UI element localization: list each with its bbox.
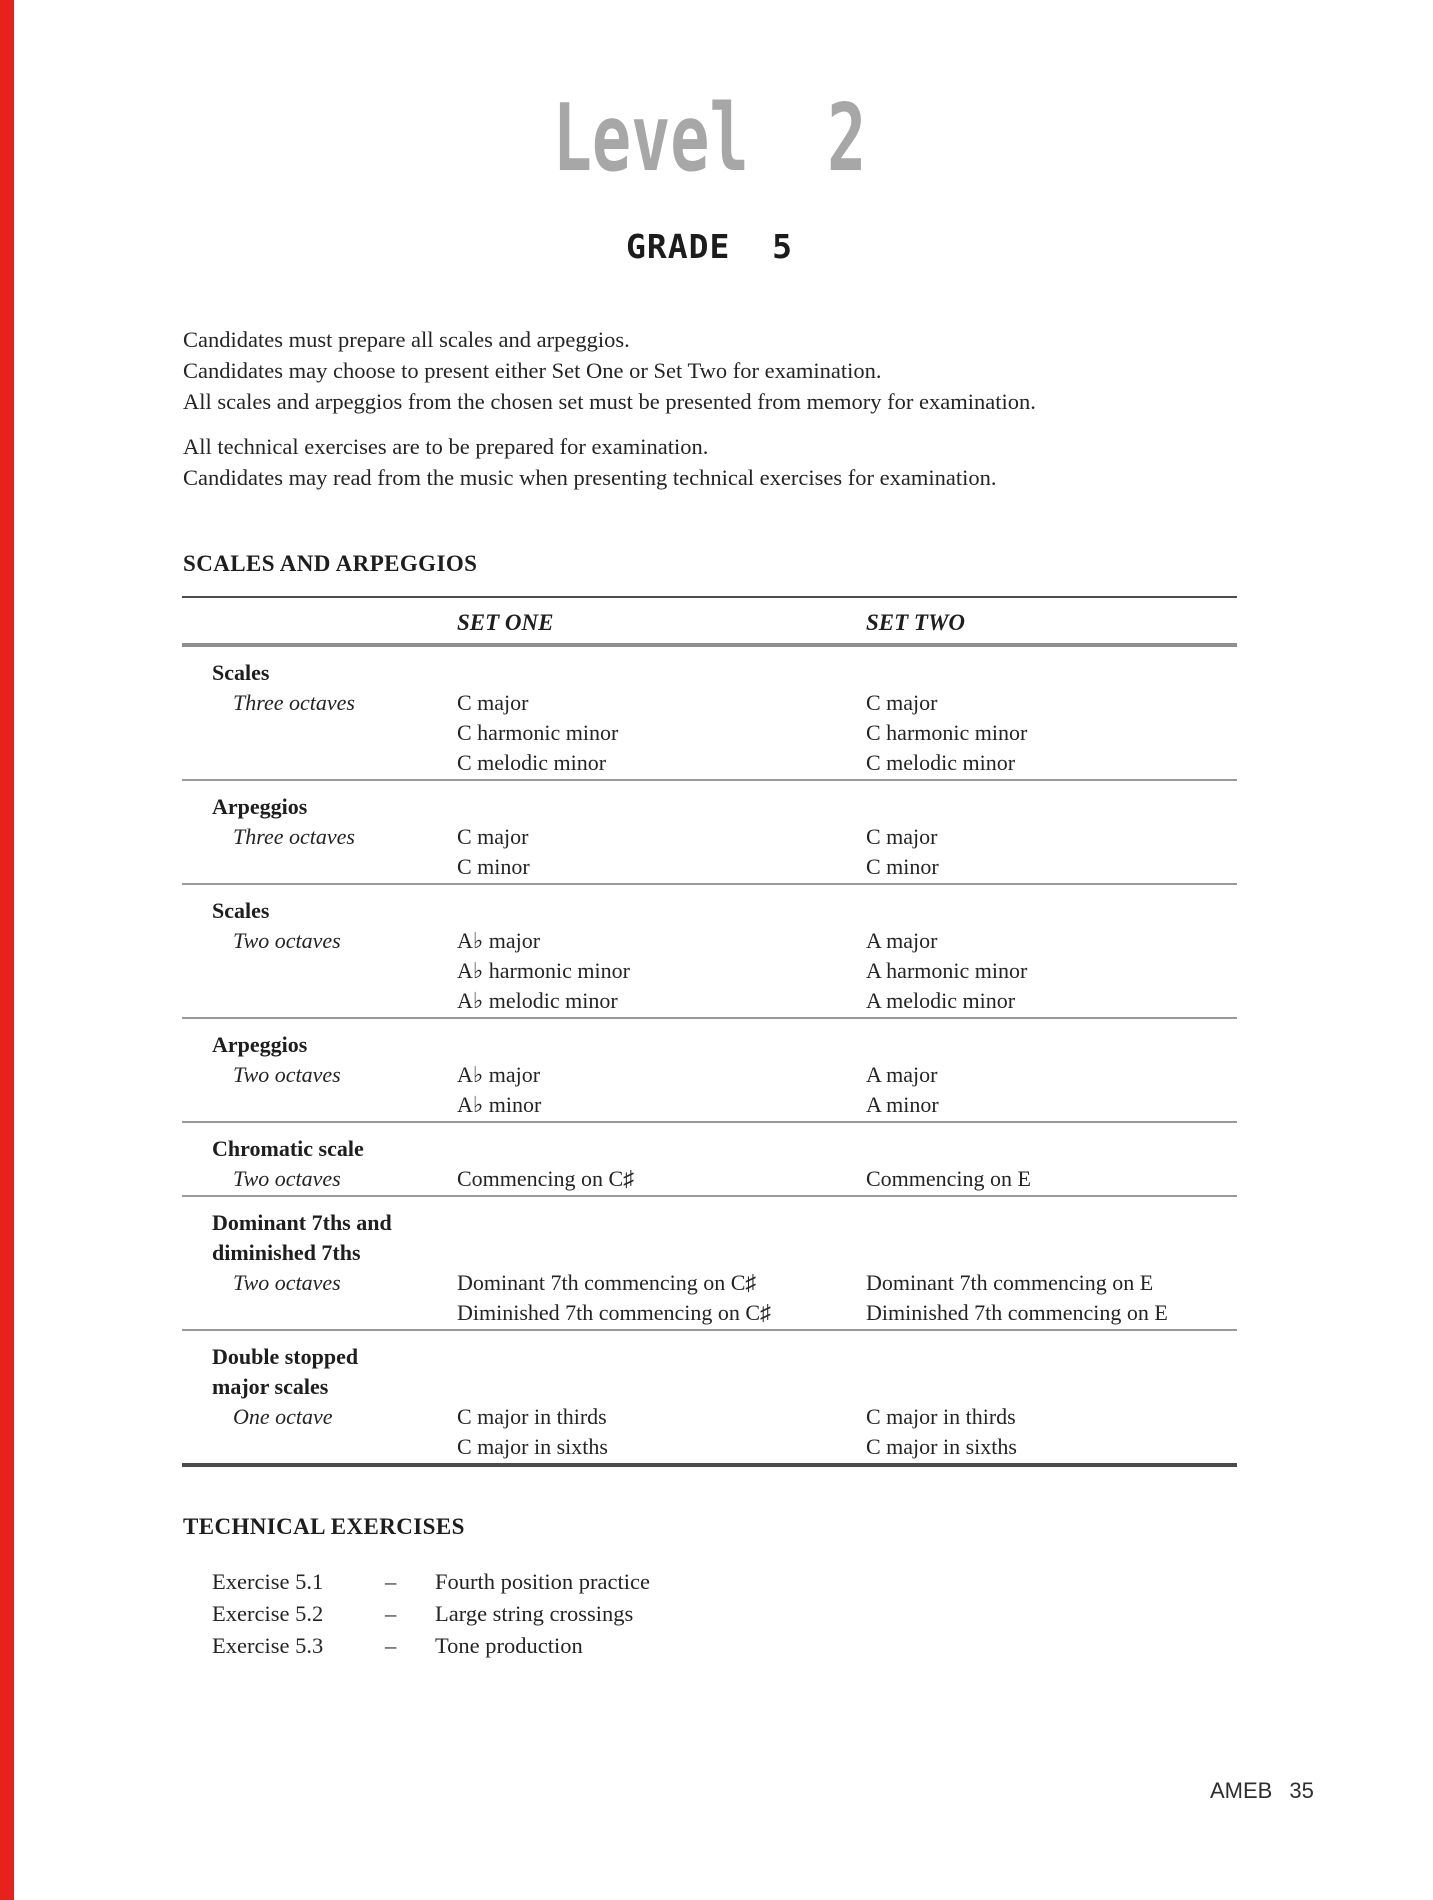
scales-table <box>182 596 1237 1467</box>
paragraph-line: Candidates may choose to present either Set One or Set Two for examination. <box>183 358 882 383</box>
table-group <box>182 781 1237 885</box>
cell-value: C major <box>866 824 938 849</box>
table-group <box>182 885 1237 1019</box>
set-two-cell <box>866 792 1237 882</box>
table-group <box>182 1331 1237 1467</box>
cell-value: C major in sixths <box>457 1434 608 1459</box>
set-one-cell <box>457 1134 866 1194</box>
paragraph-line: Candidates may read from the music when presenting technical exercises for examination. <box>183 465 997 490</box>
page-number: 35 <box>1289 1778 1314 1803</box>
cell-value: A melodic minor <box>866 988 1016 1013</box>
cell-value: Dominant 7th commencing on E <box>866 1270 1154 1295</box>
table-group <box>182 1197 1237 1331</box>
row-sublabel: Two octaves <box>233 1166 341 1191</box>
column-header-set-one: SET ONE <box>457 610 554 635</box>
cell-value: C melodic minor <box>457 750 607 775</box>
exercise-label: Exercise 5.2 <box>212 1601 324 1626</box>
exercise-separator: – <box>385 1601 397 1626</box>
scales-table-body <box>182 647 1237 1467</box>
cell-value: C major in thirds <box>866 1404 1016 1429</box>
cell-value: Diminished 7th commencing on C♯ <box>457 1300 772 1325</box>
row-label-cell <box>182 1134 457 1194</box>
set-one-cell <box>457 1208 866 1328</box>
exercise-label: Exercise 5.3 <box>212 1633 324 1658</box>
publisher-imprint: AMEB <box>1210 1778 1273 1803</box>
set-one-cell <box>457 896 866 1016</box>
cell-value: C melodic minor <box>866 750 1016 775</box>
cell-value: A major <box>866 928 938 953</box>
row-label: Scales <box>212 898 270 923</box>
scales-table-header <box>182 598 1237 647</box>
table-group <box>182 647 1237 781</box>
exercise-separator: – <box>385 1633 397 1658</box>
scales-section-heading: SCALES AND ARPEGGIOS <box>183 551 478 576</box>
set-two-cell <box>866 658 1237 778</box>
cell-value: A minor <box>866 1092 939 1117</box>
row-label: Dominant 7ths and <box>212 1210 392 1235</box>
exercise-row <box>212 1566 650 1598</box>
row-label-cell <box>182 896 457 1016</box>
set-one-cell <box>457 658 866 778</box>
cell-value: C major in thirds <box>457 1404 607 1429</box>
cell-value: C harmonic minor <box>457 720 619 745</box>
row-sublabel: Two octaves <box>233 1270 341 1295</box>
row-label-cell <box>182 1342 457 1462</box>
row-label: Arpeggios <box>212 794 308 819</box>
row-sublabel: Three octaves <box>233 824 355 849</box>
set-two-cell <box>866 1030 1237 1120</box>
cell-value: C major <box>457 690 529 715</box>
cell-value: C minor <box>866 854 939 879</box>
paragraph-line: Candidates must prepare all scales and arpeggios. <box>183 327 630 352</box>
row-sublabel: Two octaves <box>233 1062 341 1087</box>
cell-value: A♭ minor <box>457 1092 542 1117</box>
set-one-cell <box>457 1342 866 1462</box>
cell-value: A♭ harmonic minor <box>457 958 630 983</box>
level-title: Level 2 <box>552 84 867 192</box>
exercise-label: Exercise 5.1 <box>212 1569 324 1594</box>
row-label-cell <box>182 658 457 778</box>
cell-value: A♭ major <box>457 928 541 953</box>
paragraph-line: All technical exercises are to be prepared for examination. <box>183 434 709 459</box>
exercise-separator: – <box>385 1569 397 1594</box>
row-sublabel: One octave <box>233 1404 333 1429</box>
row-label: diminished 7ths <box>212 1240 361 1265</box>
set-two-cell <box>866 896 1237 1016</box>
cell-value: C harmonic minor <box>866 720 1028 745</box>
exercise-row <box>212 1630 650 1662</box>
cell-value: C major <box>457 824 529 849</box>
cell-value: A major <box>866 1062 938 1087</box>
row-sublabel: Three octaves <box>233 690 355 715</box>
row-label: Arpeggios <box>212 1032 308 1057</box>
exercise-description: Fourth position practice <box>435 1569 650 1594</box>
table-group <box>182 1123 1237 1197</box>
row-label: Double stopped <box>212 1344 359 1369</box>
row-sublabel: Two octaves <box>233 928 341 953</box>
set-two-cell <box>866 1134 1237 1194</box>
exercise-list <box>212 1566 650 1662</box>
cell-value: Dominant 7th commencing on C♯ <box>457 1270 757 1295</box>
cell-value: C minor <box>457 854 530 879</box>
intro-paragraph-1 <box>183 324 1036 417</box>
row-label-cell <box>182 792 457 882</box>
row-label-cell <box>182 1208 457 1328</box>
exercise-description: Tone production <box>435 1633 583 1658</box>
cell-value: Diminished 7th commencing on E <box>866 1300 1168 1325</box>
intro-paragraph-2 <box>183 431 996 493</box>
set-two-cell <box>866 1208 1237 1328</box>
cell-value: A harmonic minor <box>866 958 1028 983</box>
exercise-description: Large string crossings <box>435 1601 634 1626</box>
grade-title: GRADE 5 <box>626 227 793 266</box>
cell-value: A♭ major <box>457 1062 541 1087</box>
technical-section-heading: TECHNICAL EXERCISES <box>183 1514 465 1539</box>
cell-value: Commencing on C♯ <box>457 1166 635 1191</box>
column-header-set-two: SET TWO <box>866 610 966 635</box>
cell-value: C major <box>866 690 938 715</box>
table-group <box>182 1019 1237 1123</box>
exercise-row <box>212 1598 650 1630</box>
cell-value: C major in sixths <box>866 1434 1017 1459</box>
page-footer <box>1210 1778 1314 1804</box>
row-label: Chromatic scale <box>212 1136 364 1161</box>
row-label: major scales <box>212 1374 329 1399</box>
cell-value: Commencing on E <box>866 1166 1031 1191</box>
paragraph-line: All scales and arpeggios from the chosen set must be presented from memory for examination. <box>183 389 1036 414</box>
header-spacer <box>182 608 457 638</box>
row-label-cell <box>182 1030 457 1120</box>
set-one-cell <box>457 792 866 882</box>
set-two-cell <box>866 1342 1237 1462</box>
set-one-cell <box>457 1030 866 1120</box>
cell-value: A♭ melodic minor <box>457 988 618 1013</box>
row-label: Scales <box>212 660 270 685</box>
red-edge-tab <box>0 0 14 1900</box>
